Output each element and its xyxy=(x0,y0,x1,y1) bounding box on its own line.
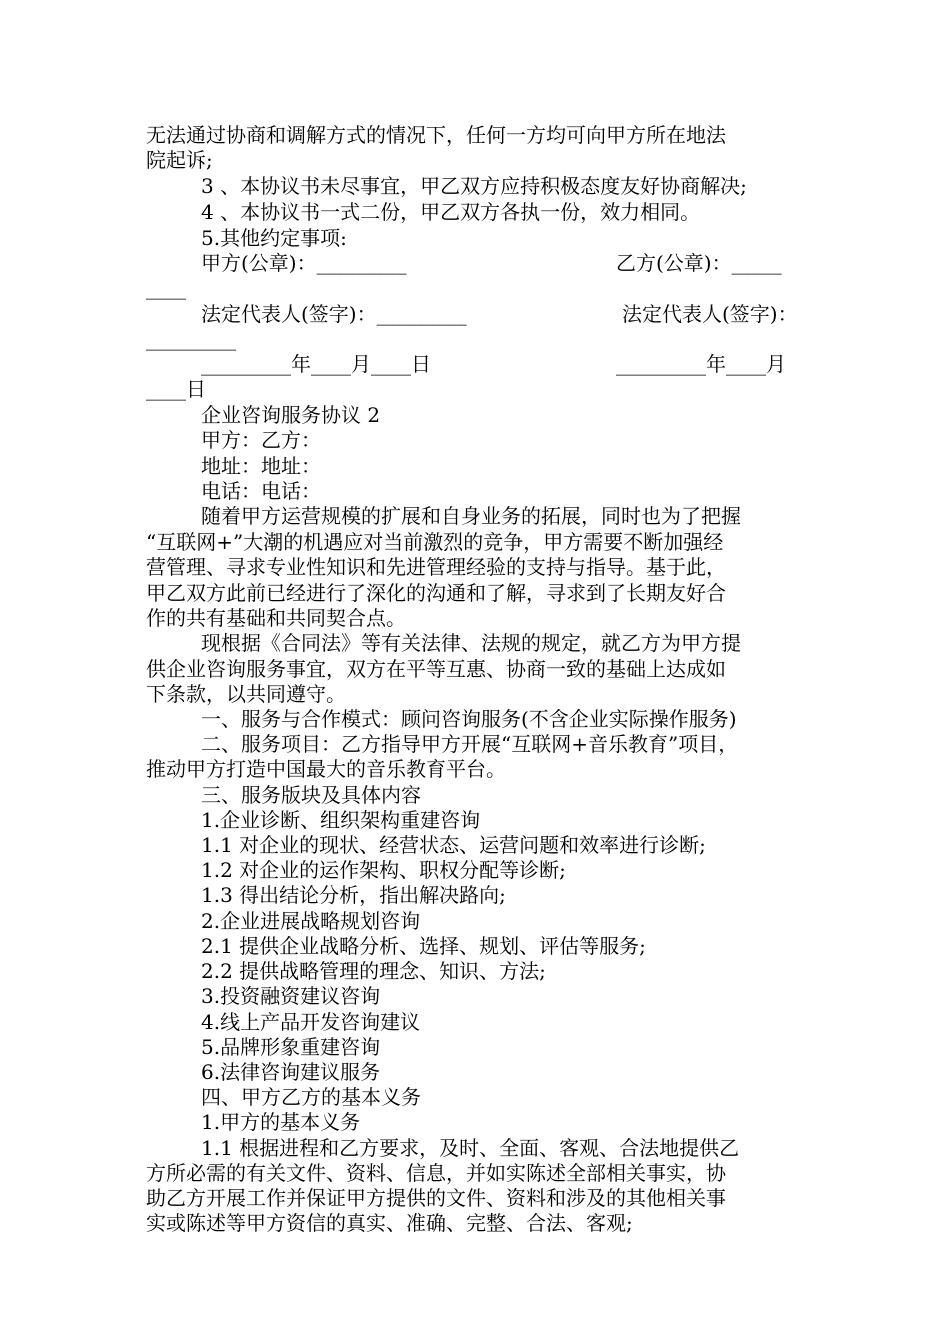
party-b-representative: 法定代表人(签字)： xyxy=(622,302,798,326)
document-title: 企业咨询服务协议 2 xyxy=(201,403,381,427)
list-item: 2.1 提供企业战略分析、选择、规划、评估等服务; xyxy=(201,934,646,958)
text-line: 院起诉; xyxy=(146,148,213,172)
text-line: 3 、本协议书未尽事宜，甲乙双方应持积极态度友好协商解决; xyxy=(201,174,747,198)
section-heading: 三、服务版块及具体内容 xyxy=(201,783,421,807)
list-item: 1.2 对企业的运作架构、职权分配等诊断; xyxy=(201,858,566,882)
text-line: 1.1 根据进程和乙方要求，及时、全面、客观、合法地提供乙 xyxy=(201,1136,740,1160)
text-line: 供企业咨询服务事宜，双方在平等互惠、协商一致的基础上达成如 xyxy=(146,657,726,681)
text-line: 现根据《合同法》等有关法律、法规的规定，就乙方为甲方提 xyxy=(201,631,741,655)
list-item: 1.企业诊断、组织架构重建咨询 xyxy=(201,808,481,832)
text-line: 甲方：乙方： xyxy=(201,428,321,452)
text-line: 甲乙双方此前已经进行了深化的沟通和了解，寻求到了长期友好合 xyxy=(146,581,726,605)
list-item: 3.投资融资建议咨询 xyxy=(201,984,381,1008)
party-b-seal: 乙方(公章)：_____ xyxy=(616,251,782,275)
list-item: 5.品牌形象重建咨询 xyxy=(201,1035,381,1059)
list-item: 6.法律咨询建议服务 xyxy=(201,1060,381,1084)
party-a-seal: 甲方(公章)：_________ xyxy=(201,251,407,275)
text-line: 随着甲方运营规模的扩展和自身业务的拓展，同时也为了把握 xyxy=(201,504,741,528)
text-line: 实或陈述等甲方资信的真实、准确、完整、合法、客观; xyxy=(146,1211,633,1235)
list-item: 1.甲方的基本义务 xyxy=(201,1110,361,1134)
section-heading: 一、服务与合作模式：顾问咨询服务(不含企业实际操作服务) xyxy=(201,707,737,731)
text-line: 推动甲方打造中国最大的音乐教育平台。 xyxy=(146,757,506,781)
text-line: ____ xyxy=(146,276,186,300)
text-line: 地址：地址： xyxy=(201,454,321,478)
section-heading: 二、服务项目：乙方指导甲方开展“互联网+音乐教育”项目， xyxy=(201,732,739,756)
section-heading: 四、甲方乙方的基本义务 xyxy=(201,1085,421,1109)
text-line: ____日 xyxy=(146,377,206,401)
text-line: 下条款，以共同遵守。 xyxy=(146,682,346,706)
list-item: 1.3 得出结论分析，指出解决路向; xyxy=(201,883,506,907)
party-b-date: _________年____月 xyxy=(616,352,786,376)
text-line: 4 、本协议书一式二份，甲乙双方各执一份，效力相同。 xyxy=(201,200,701,224)
list-item: 2.2 提供战略管理的理念、知识、方法; xyxy=(201,959,546,983)
list-item: 1.1 对企业的现状、经营状态、运营问题和效率进行诊断; xyxy=(201,833,706,857)
party-a-date: _________年____月____日 xyxy=(201,352,431,376)
text-line: 5.其他约定事项: xyxy=(201,226,347,250)
list-item: 4.线上产品开发咨询建议 xyxy=(201,1010,421,1034)
text-line: 方所必需的有关文件、资料、信息，并如实陈述全部相关事实，协 xyxy=(146,1161,726,1185)
text-line: _________ xyxy=(146,327,236,351)
text-line: 电话：电话： xyxy=(201,479,321,503)
text-line: 无法通过协商和调解方式的情况下，任何一方均可向甲方所在地法 xyxy=(146,123,726,147)
text-line: 营管理、寻求专业性知识和先进管理经验的支持与指导。基于此， xyxy=(146,555,726,579)
party-a-representative: 法定代表人(签字)：_________ xyxy=(201,302,467,326)
text-line: 助乙方开展工作并保证甲方提供的文件、资料和涉及的其他相关事 xyxy=(146,1186,726,1210)
text-line: “互联网+”大潮的机遇应对当前激烈的竞争，甲方需要不断加强经 xyxy=(146,530,724,554)
list-item: 2.企业进展战略规划咨询 xyxy=(201,909,421,933)
text-line: 作的共有基础和共同契合点。 xyxy=(146,606,406,630)
